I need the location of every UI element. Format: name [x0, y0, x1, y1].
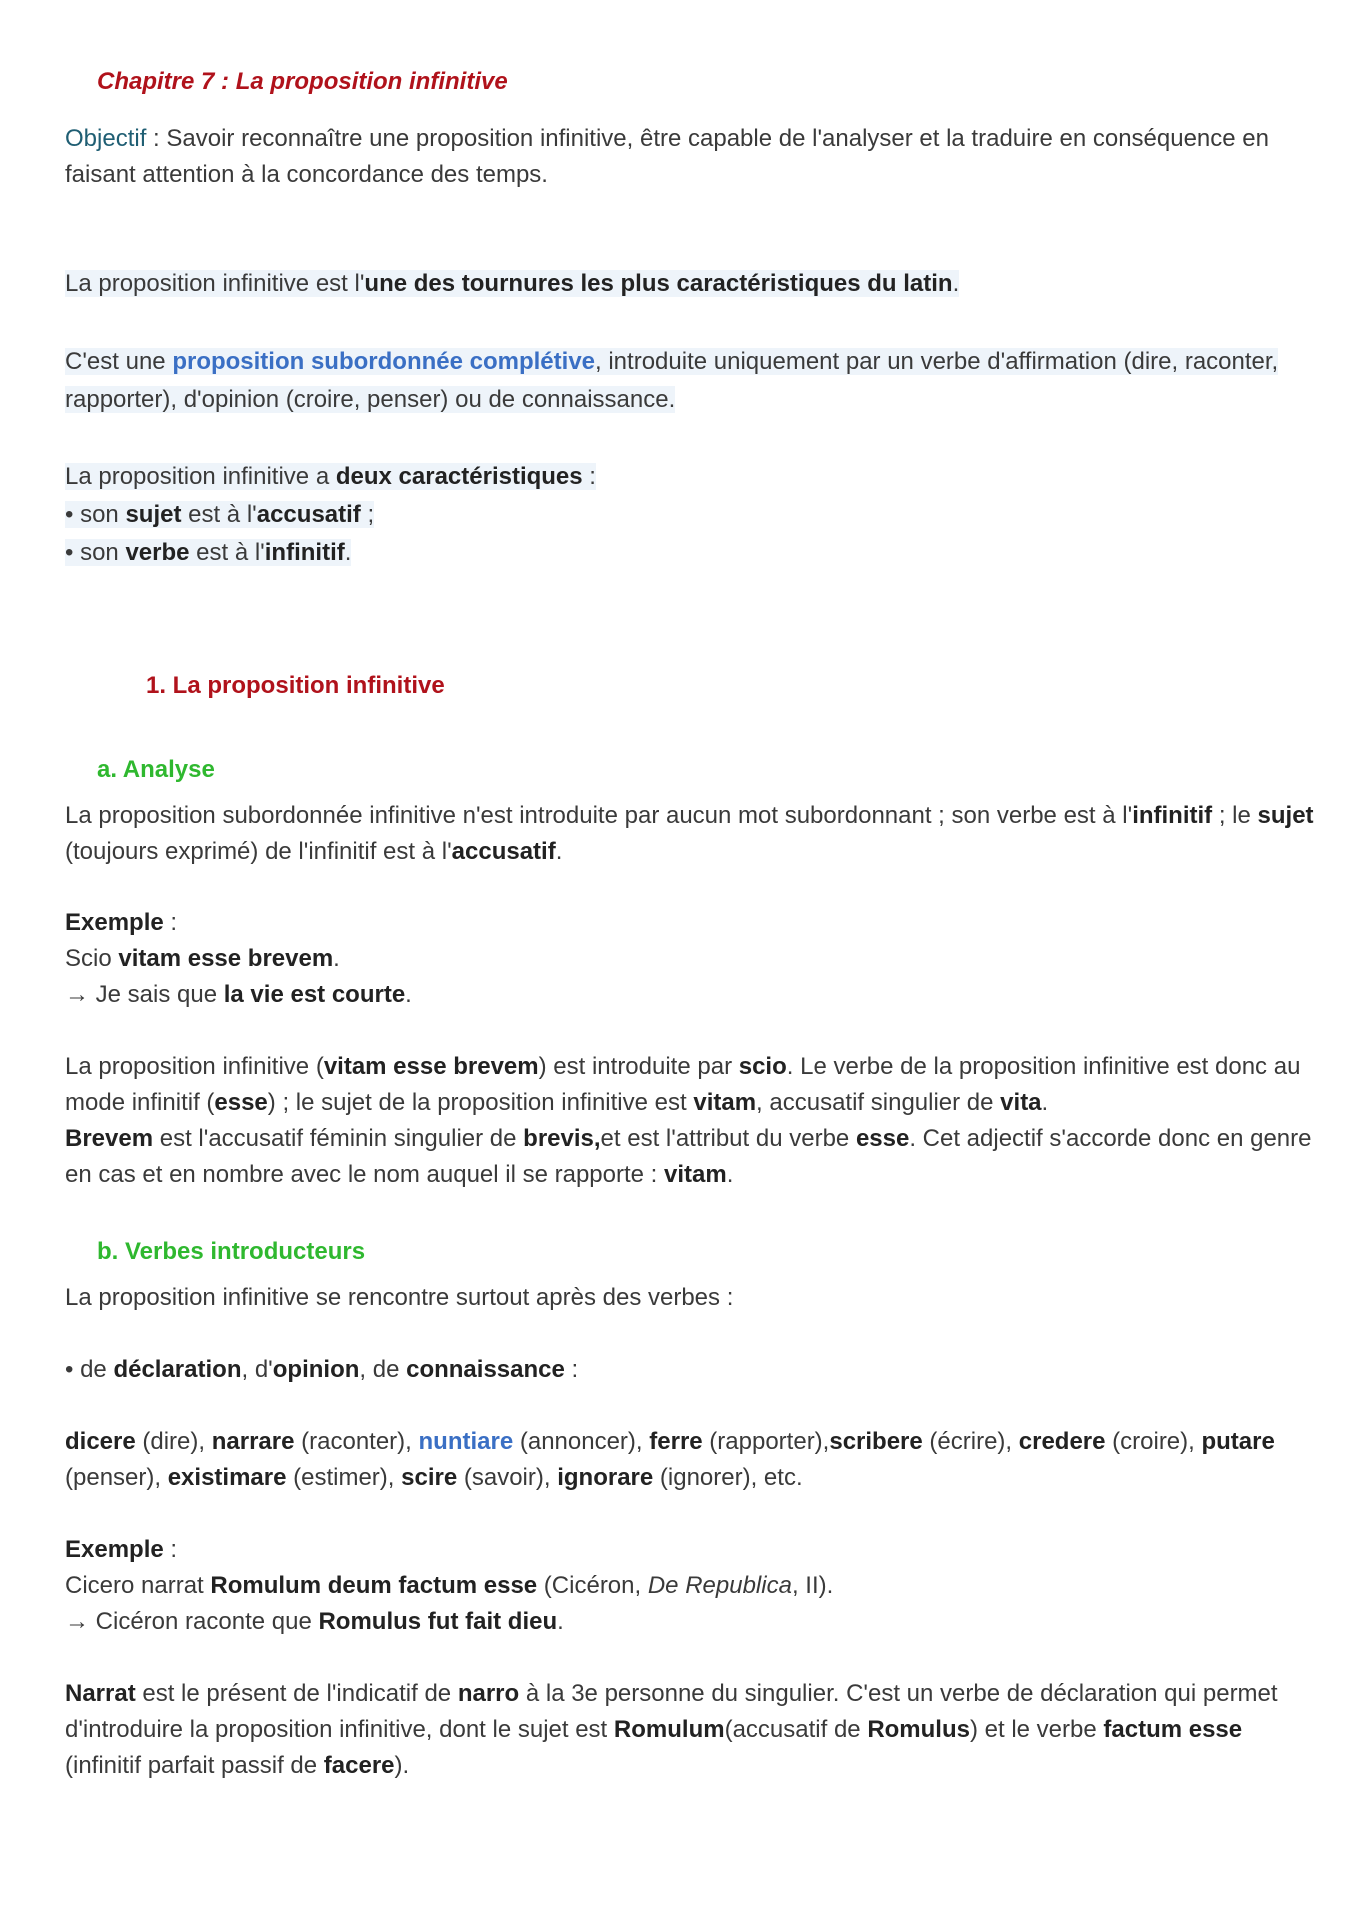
section-heading-1: 1. La proposition infinitive: [146, 672, 445, 699]
list-item: • son sujet est à l'accusatif ;: [65, 501, 375, 528]
list-item: • son verbe est à l'infinitif.: [65, 539, 352, 566]
intro-paragraph-2: C'est une proposition subordonnée complétive, introduite uniquement par un verbe d'affirmation (dire, raconter, rapporter), d'opinion (croire, penser) ou de connaissance.: [65, 348, 1279, 413]
intro-paragraph-1: La proposition infinitive est l'une des tournures les plus caractéristiques du latin.: [65, 270, 960, 297]
intro-paragraph-3: La proposition infinitive a deux caractéristiques : • son sujet est à l'accusatif ; • son verbe est à l'infinitif.: [65, 463, 596, 566]
verbes-intro: La proposition infinitive se rencontre surtout après des verbes :: [65, 1284, 734, 1311]
subsection-heading-a: a. Analyse: [97, 756, 215, 783]
chapter-title: Chapitre 7 : La proposition infinitive: [97, 68, 508, 95]
example-label: Exemple: [65, 1536, 164, 1563]
explanation-1: La proposition infinitive (vitam esse brevem) est introduite par scio. Le verbe de la proposition infinitive est donc au mode infinitif (esse) ; le sujet de la proposition infinitive est vitam, accusatif singulier de vita. Brevem est l'accusatif féminin singulier de brevis,et est l'attribut du verbe esse. Cet adjectif s'accorde donc en genre en cas et en nombre avec le nom auquel il se rapporte : vitam.: [65, 1053, 1312, 1188]
example-label: Exemple: [65, 909, 164, 936]
subsection-heading-b: b. Verbes introducteurs: [97, 1238, 366, 1265]
example-2: Exemple : Cicero narrat Romulum deum factum esse (Cicéron, De Republica, II). → Cicéron raconte que Romulus fut fait dieu.: [65, 1536, 834, 1635]
explanation-2: Narrat est le présent de l'indicatif de narro à la 3e personne du singulier. C'est un verbe de déclaration qui permet d'introduire la proposition infinitive, dont le sujet est Romulum(accusatif de Romulus) et le verbe factum esse (infinitif parfait passif de facere).: [65, 1680, 1278, 1779]
analyse-paragraph: La proposition subordonnée infinitive n'est introduite par aucun mot subordonnant ; son verbe est à l'infinitif ; le sujet (toujours exprimé) de l'infinitif est à l'accusatif.: [65, 802, 1314, 865]
verbes-list: dicere (dire), narrare (raconter), nuntiare (annoncer), ferre (rapporter),scribere (écrire), credere (croire), putare (penser), existimare (estimer), scire (savoir), ignorare (ignorer), etc.: [65, 1428, 1275, 1491]
objective-paragraph: Objectif : Savoir reconnaître une proposition infinitive, être capable de l'analyser et la traduire en conséquence en faisant attention à la concordance des temps.: [65, 125, 1269, 188]
objective-label: Objectif: [65, 125, 147, 152]
verbes-bullet: • de déclaration, d'opinion, de connaissance :: [65, 1356, 579, 1383]
example-1: Exemple : Scio vitam esse brevem. → Je sais que la vie est courte.: [65, 909, 412, 1008]
